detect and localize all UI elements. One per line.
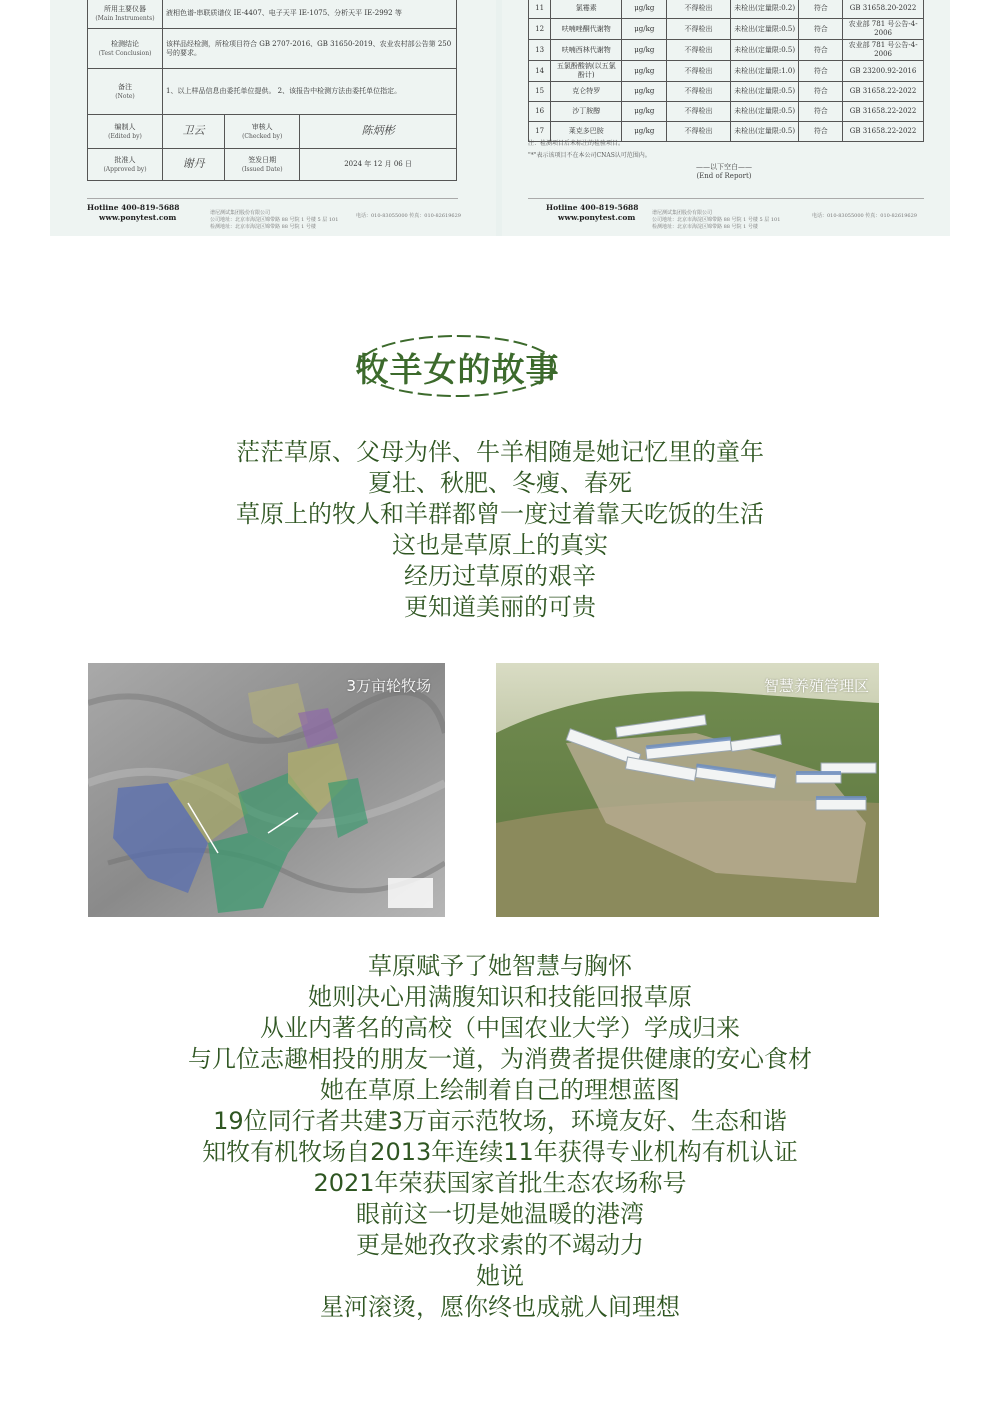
result-cell-no: 14 [529,61,551,82]
result-cell-method: 农业部 781 号公告-4-2006 [843,40,924,61]
table-note-1: 注：检测项目后未标注的检验项目。 [528,140,625,147]
result-cell-result: 不得检出 [667,19,731,40]
farm-caption: 智慧养殖管理区 [763,677,869,695]
pasture-map-photo [88,663,445,917]
result-cell-no: 13 [529,40,551,61]
report-info-table [87,0,457,181]
table-row [88,149,457,181]
result-cell-result: 不得检出 [667,0,731,19]
checked-label-en: (Checked by) [242,132,283,140]
report-scans [50,0,950,236]
company-name: 谱尼测试集团股份有限公司 [652,210,713,216]
issued-date: 2024 年 12 月 06 日 [300,149,457,181]
instruments-value: 液相色谱-串联质谱仪 IE-4407、电子天平 IE-1075、分析天平 IE-2992 等 [163,0,457,29]
note-label-en: (Note) [115,92,135,100]
result-cell-method: GB 23200.92-2016 [843,61,924,82]
edited-signature-text: 卫云 [182,124,205,137]
result-cell-result: 不得检出 [667,40,731,61]
edited-label-en: (Edited by) [108,132,142,140]
report-footer-address [652,210,780,231]
result-cell-unit: μg/kg [622,122,667,142]
result-cell-no: 16 [529,102,551,122]
table-row [529,0,924,19]
result-cell-item: 呋喃西林代谢物 [551,40,622,61]
story-line: 更是她孜孜求索的不竭动力 [356,1231,644,1259]
result-cell-no: 12 [529,19,551,40]
table-note-2: "*"表示该项目不在本公司CNAS认可范围内。 [528,152,651,159]
report-footer-brand [546,203,639,223]
intro-line: 经历过草原的艰辛 [404,562,596,590]
table-row [529,82,924,102]
result-cell-item: 克仑特罗 [551,82,622,102]
result-cell-method: 农业部 781 号公告-4-2006 [843,19,924,40]
section-title: 牧羊女的故事 [355,350,560,389]
table-row [529,102,924,122]
story-line: 2021年荣获国家首批生态农场称号 [313,1169,687,1197]
footer-divider [528,198,924,199]
conclusion-label-cell [88,29,163,69]
result-cell-method: GB 31658.22-2022 [843,102,924,122]
result-cell-method: GB 31658.22-2022 [843,82,924,102]
result-cell-found: 未检出(定量限:0.5) [730,40,799,61]
result-cell-found: 未检出(定量限:0.5) [730,122,799,142]
conclusion-label: 检测结论 [111,39,139,48]
result-cell-verdict: 符合 [799,82,843,102]
report-footer-brand [87,203,180,223]
story-line: 星河滚烫，愿你终也成就人间理想 [320,1293,680,1321]
result-cell-verdict: 符合 [799,40,843,61]
note-value: 1、以上样品信息由委托单位提供。 2、该报告中检测方法由委托单位指定。 [163,69,457,115]
intro-line: 草原上的牧人和羊群都曾一度过着靠天吃饭的生活 [236,500,764,528]
result-cell-item: 氯霉素 [551,0,622,19]
result-cell-item: 沙丁胺醇 [551,102,622,122]
end-of-report [664,162,784,180]
checked-label-cell [225,115,300,149]
lab-address: 检测地址：北京市海淀区锦带路 88 号院 1 号楼 [652,224,758,230]
checked-signature-text: 陈炳彬 [361,124,395,137]
result-cell-found: 未检出(定量限:0.5) [730,102,799,122]
story-line: 眼前这一切是她温暖的港湾 [356,1200,644,1228]
instruments-label-cell [88,0,163,29]
pasture-map-image [88,663,445,917]
hotline: Hotline 400-819-5688 [87,203,180,212]
table-row [529,61,924,82]
farm-aerial-photo [496,663,879,917]
result-cell-result: 不得检出 [667,122,731,142]
issued-label-en: (Issued Date) [241,165,283,173]
result-cell-verdict: 符合 [799,122,843,142]
approved-signature-text: 谢丹 [182,157,205,170]
footer-divider [87,198,458,199]
hotline: Hotline 400-819-5688 [546,203,639,212]
result-cell-unit: μg/kg [622,40,667,61]
table-row [529,40,924,61]
story-line: 她说 [476,1262,524,1290]
lab-address: 检测地址：北京市海淀区锦带路 88 号院 1 号楼 [210,224,316,230]
intro-line: 茫茫草原、父母为伴、牛羊相随是她记忆里的童年 [236,438,764,466]
result-cell-no: 15 [529,82,551,102]
result-cell-item: 呋喃唑酮代谢物 [551,19,622,40]
result-cell-unit: μg/kg [622,82,667,102]
end-of-report-label: ——以下空白—— [696,163,752,171]
company-address: 公司地址：北京市海淀区锦带路 88 号院 1 号楼 5 层 101 [652,217,781,223]
table-row [529,19,924,40]
edited-label-cell [88,115,163,149]
story-line: 19位同行者共建3万亩示范牧场，环境友好、生态和谐 [213,1107,787,1135]
result-cell-verdict: 符合 [799,102,843,122]
result-cell-found: 未检出(定量限:1.0) [730,61,799,82]
result-cell-result: 不得检出 [667,61,731,82]
result-cell-unit: μg/kg [622,61,667,82]
table-row [88,29,457,69]
end-of-report-label-en: (End of Report) [696,172,752,180]
story-line: 知牧有机牧场自2013年连续11年获得专业机构有机认证 [202,1138,798,1166]
story-paragraph [0,951,1000,1323]
result-cell-found: 未检出(定量限:0.5) [730,82,799,102]
result-cell-verdict: 符合 [799,0,843,19]
story-line: 她则决心用满腹知识和技能回报草原 [308,983,692,1011]
intro-line: 这也是草原上的真实 [392,531,608,559]
instruments-label: 所用主要仪器 [104,4,146,13]
intro-paragraph [0,437,1000,623]
checked-label: 审核人 [251,122,273,131]
note-label-cell [88,69,163,115]
conclusion-value: 该样品经检测，所检项目符合 GB 2707-2016、GB 31650-2019、农业农村部公告第 250 号的要求。 [163,29,457,69]
table-row [88,115,457,149]
result-cell-method: GB 31658.20-2022 [843,0,924,19]
result-cell-found: 未检出(定量限:0.5) [730,19,799,40]
report-page-left [50,0,496,236]
result-cell-unit: μg/kg [622,0,667,19]
farm-aerial-image [496,663,879,917]
result-cell-method: GB 31658.22-2022 [843,122,924,142]
approved-label-cell [88,149,163,181]
table-row [88,69,457,115]
map-caption: 3万亩轮牧场 [346,677,431,695]
story-line: 与几位志趣相投的朋友一道，为消费者提供健康的安心食材 [188,1045,812,1073]
test-results-table [528,0,924,142]
result-cell-unit: μg/kg [622,19,667,40]
story-line: 她在草原上绘制着自己的理想蓝图 [320,1076,680,1104]
issued-label-cell [225,149,300,181]
website: www.ponytest.com [558,213,636,222]
intro-line: 更知道美丽的可贵 [404,593,596,621]
result-cell-unit: μg/kg [622,102,667,122]
result-cell-item: 莱克多巴胺 [551,122,622,142]
result-cell-no: 17 [529,122,551,142]
story-line: 草原赋予了她智慧与胸怀 [368,952,632,980]
result-cell-result: 不得检出 [667,82,731,102]
result-cell-no: 11 [529,0,551,19]
company-name: 谱尼测试集团股份有限公司 [210,210,271,216]
table-row [88,0,457,29]
result-cell-verdict: 符合 [799,61,843,82]
conclusion-label-en: (Test Conclusion) [98,49,152,57]
result-cell-found: 未检出(定量限:0.2) [730,0,799,19]
approved-label: 批准人 [114,155,136,164]
story-line: 从业内著名的高校（中国农业大学）学成归来 [260,1014,740,1042]
checked-signature [300,115,457,149]
report-footer-address [210,210,338,231]
note-label: 备注 [118,82,132,91]
result-cell-result: 不得检出 [667,102,731,122]
company-address: 公司地址：北京市海淀区锦带路 88 号院 1 号楼 5 层 101 [210,217,339,223]
result-cell-verdict: 符合 [799,19,843,40]
intro-line: 夏壮、秋肥、冬瘦、春死 [368,469,632,497]
approved-label-en: (Approved by) [103,165,147,173]
result-cell-item: 五氯酚酸钠(以五氯酚计) [551,61,622,82]
report-page-right [502,0,950,236]
approved-signature [163,149,225,181]
edited-signature [163,115,225,149]
report-footer-contact: 电话：010-83055000 传真：010-82619629 [356,213,461,219]
section-title-block [350,330,565,402]
instruments-label-en: (Main Instruments) [95,14,155,22]
edited-label: 编制人 [114,122,136,131]
report-footer-contact: 电话：010-83055000 传真：010-82619629 [812,213,917,219]
issued-label: 签发日期 [248,155,277,164]
website: www.ponytest.com [99,213,177,222]
